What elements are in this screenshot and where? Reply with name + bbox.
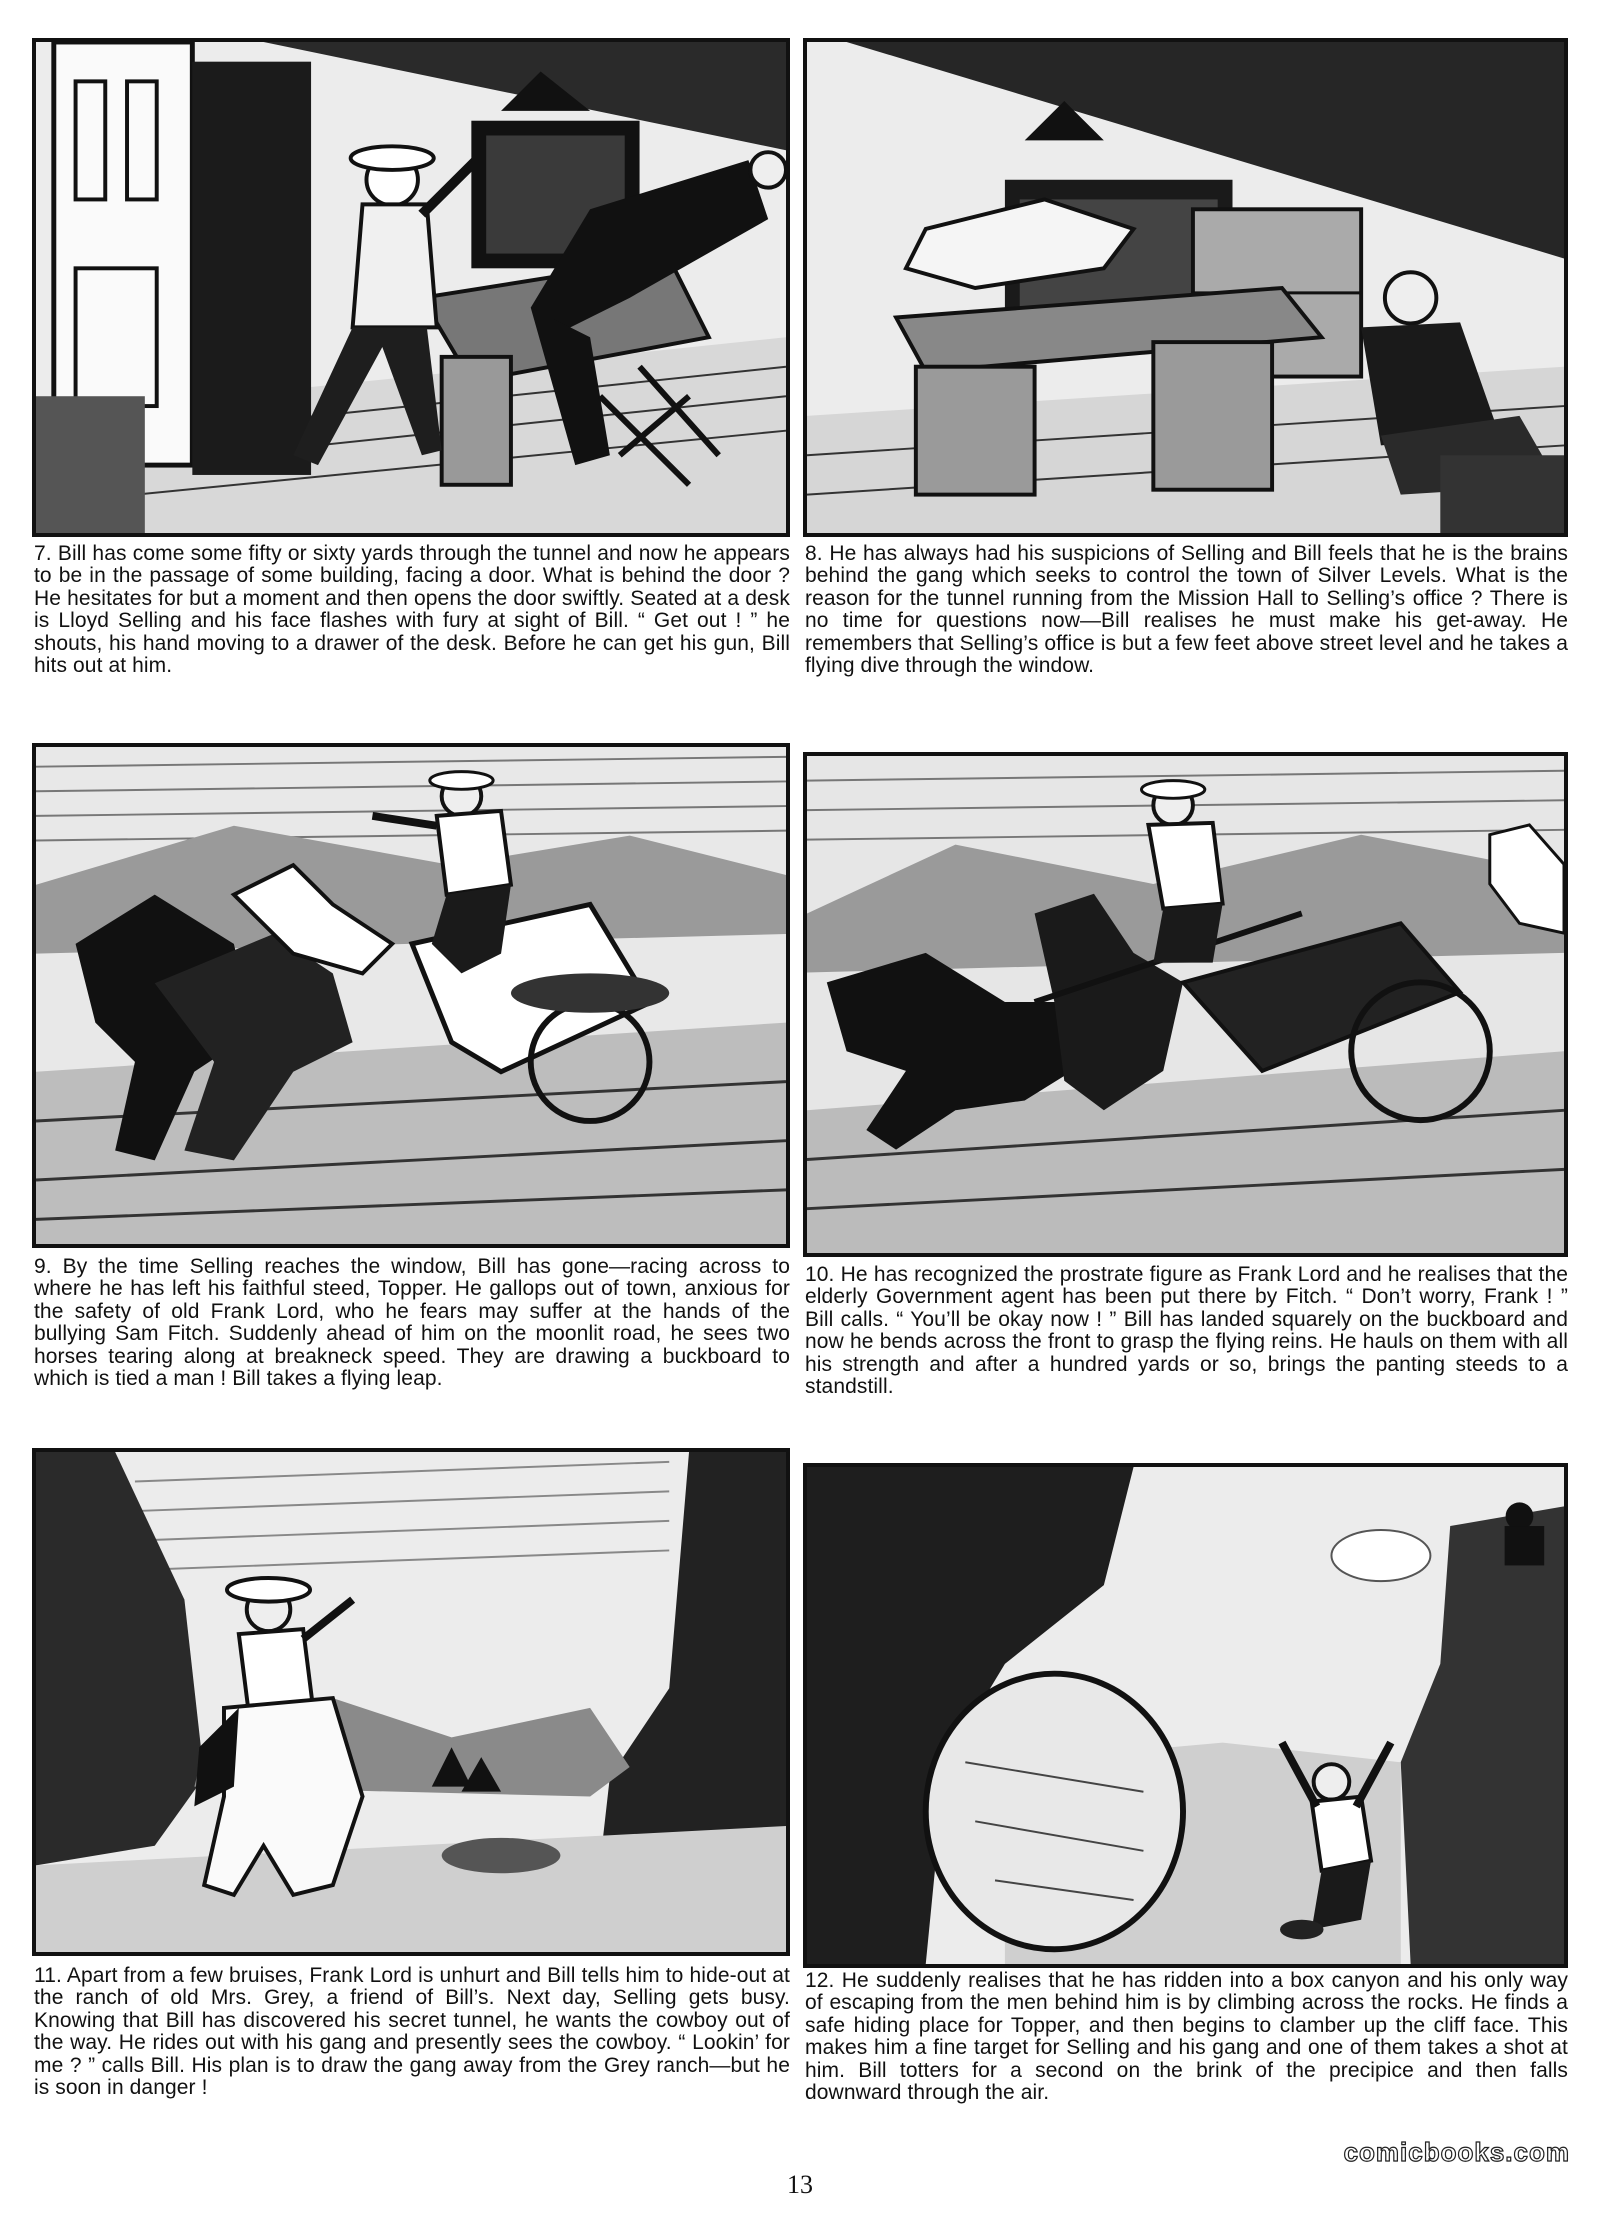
panel-8-caption: 8. He has always had his suspicions of Selling and Bill feels that he is the brains behind the gang which seeks to control the town of Silver Levels. What is the reason for the tunnel running from the Mission Hall to Selling’s office ? There is no time for questions now—Bill realises he must make his get-away. He remembers that Selling’s office is but a few feet above street level and he takes a flying dive through the window.: [805, 542, 1568, 678]
panel-12-caption: 12. He suddenly realises that he has ridden into a box canyon and his only way of escaping from the men behind him is by climbing across the rocks. He finds a safe hiding place for Topper, and then begins to clamber up the cliff face. This makes him a fine target for Selling and his gang and one of them takes a shot at him. Bill totters for a second on the brink of the precipice and then falls downward through the air.: [805, 1969, 1568, 2105]
watermark: comicbooks.com: [1343, 2137, 1570, 2167]
panel-9-art: [32, 743, 790, 1248]
panel-9-caption: 9. By the time Selling reaches the window, Bill has gone—racing across to where he has left his faithful steed, Topper. He gallops out of town, anxious for the safety of old Frank Lord, who he fears may suffer at the hands of the bullying Sam Fitch. Suddenly ahead of him on the moonlit road, he sees two horses tearing along at breakneck speed. They are drawing a buckboard to which is tied a man ! Bill takes a flying leap.: [34, 1255, 790, 1391]
panel-11-caption: 11. Apart from a few bruises, Frank Lord is unhurt and Bill tells him to hide-out at the ranch of old Mrs. Grey, a friend of Bill’s. Next day, Selling gets busy. Knowing that Bill has discovered his secret tunnel, he wants the cowboy out of the way. He rides out with his gang and presently sees the cowboy. “ Lookin’ for me ? ” calls Bill. His plan is to draw the gang away from the Grey ranch—but he is soon in danger !: [34, 1964, 790, 2100]
panel-8-art: [803, 38, 1568, 537]
panel-7-art: [32, 38, 790, 537]
panel-10-caption: 10. He has recognized the prostrate figure as Frank Lord and he realises that the elderly Government agent has been put there by Fitch. “ Don’t worry, Frank ! ” Bill calls. “ You’ll be okay now ! ” Bill has landed squarely on the buckboard and now he bends across the front to grasp the flying reins. He hauls on them with all his strength and after a hundred yards or so, brings the panting steeds to a standstill.: [805, 1263, 1568, 1399]
panel-11-art: [32, 1448, 790, 1956]
panel-12-art: [803, 1463, 1568, 1968]
panel-7-caption: 7. Bill has come some fifty or sixty yards through the tunnel and now he appears to be in the passage of some building, facing a door. What is behind the door ? He hesitates for but a moment and then opens the door swiftly. Seated at a desk is Lloyd Selling and his face flashes with fury at sight of Bill. “ Get out ! ” he shouts, his hand moving to a drawer of the desk. Before he can get his gun, Bill hits out at him.: [34, 542, 790, 678]
panel-10-art: [803, 752, 1568, 1257]
page-number: 13: [787, 2170, 813, 2199]
